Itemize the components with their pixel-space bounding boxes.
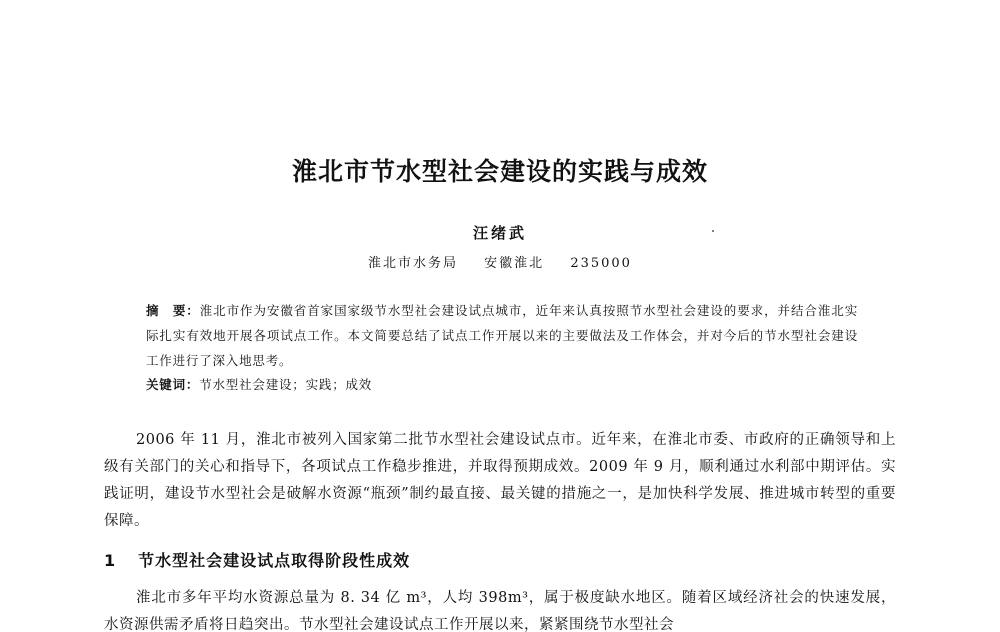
abstract-label: 摘 要： bbox=[146, 303, 200, 318]
affiliation-place: 安徽淮北 bbox=[484, 256, 545, 271]
affiliation-postcode: 235000 bbox=[570, 256, 632, 271]
keywords-text: 节水型社会建设；实践；成效 bbox=[199, 377, 373, 392]
section-number: 1 bbox=[104, 551, 117, 570]
affiliation-org: 淮北市水务局 bbox=[368, 256, 459, 271]
intro-paragraph: 2006 年 11 月，淮北市被列入国家第二批节水型社会建设试点市。近年来，在淮北市委、市政府的正确领导和上级有关部门的关心和指导下，各项试点工作稳步推进，并取得预期成效。2009 年 9 月，顺利通过水利部中期评估。实践证明，建设节水型社会是破解水资源“瓶颈”制约最直接、最关键的措施之一，是加快科学发展、推进城市转型的重要保障。 bbox=[104, 432, 896, 529]
author-affiliation bbox=[0, 252, 1000, 271]
keywords bbox=[146, 375, 858, 393]
abstract-text: 淮北市作为安徽省首家国家级节水型社会建设试点城市，近年来认真按照节水型社会建设的要求，并结合淮北实际扎实有效地开展各项试点工作。本文简要总结了试点工作开展以来的主要做法及工作体会，并对今后的节水型社会建设工作进行了深入地思考。 bbox=[146, 303, 858, 368]
author-name: 汪绪武 bbox=[472, 224, 527, 242]
paper-title: 淮北市节水型社会建设的实践与成效 bbox=[291, 157, 708, 186]
section-title: 节水型社会建设试点取得阶段性成效 bbox=[138, 551, 411, 570]
section-heading bbox=[104, 548, 410, 571]
section-1-paragraph: 淮北市多年平均水资源总量为 8. 34 亿 m³，人均 398m³，属于极度缺水地区。随着区域经济社会的快速发展，水资源供需矛盾将日趋突出。节水型社会建设试点工作开展以来，紧紧围绕节水型社会 bbox=[104, 590, 896, 632]
abstract bbox=[146, 298, 858, 373]
keywords-label: 关键词： bbox=[146, 377, 200, 392]
